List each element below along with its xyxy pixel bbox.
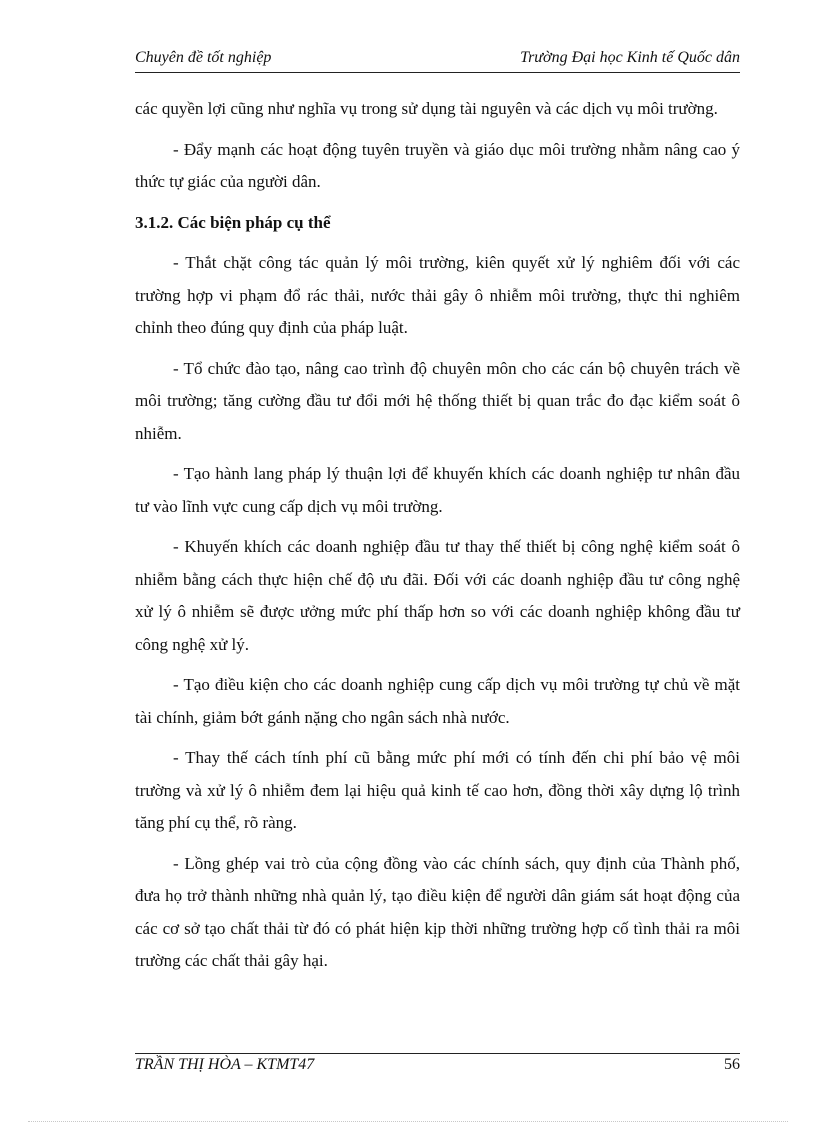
paragraph-continuation: các quyền lợi cũng như nghĩa vụ trong sử dụng tài nguyên và các dịch vụ môi trường.	[135, 99, 718, 118]
page-edge-divider	[28, 1121, 788, 1122]
footer-author: TRẦN THỊ HÒA – KTMT47	[135, 1056, 315, 1073]
header-university: Trường Đại học Kinh tế Quốc dân	[520, 49, 740, 66]
document-body	[135, 93, 740, 986]
page-header	[135, 46, 740, 73]
paragraph-propaganda: - Đẩy mạnh các hoạt động tuyên truyền và giáo dục môi trường nhằm nâng cao ý thức tự giác của người dân.	[135, 139, 740, 191]
section-heading: 3.1.2. Các biện pháp cụ thể	[135, 212, 331, 232]
header-document-type: Chuyên đề tốt nghiệp	[135, 49, 272, 66]
measure-item: - Khuyến khích các doanh nghiệp đầu tư thay thế thiết bị công nghệ kiểm soát ô nhiễm bằng cách thực hiện chế độ ưu đãi. Đối với các doanh nghiệp đầu tư công nghệ xử lý ô nhiễm sẽ được ưởng mức phí thấp hơn so với các doanh nghiệp không đầu tư công nghệ xử lý.	[135, 537, 740, 654]
measure-item: - Thay thế cách tính phí cũ bằng mức phí mới có tính đến chi phí bảo vệ môi trường và xử lý ô nhiễm đem lại hiệu quả kinh tế cao hơn, đồng thời xây dựng lộ trình tăng phí cụ thể, rõ ràng.	[135, 748, 740, 832]
page-footer	[135, 1053, 740, 1078]
measure-item: - Tạo hành lang pháp lý thuận lợi để khuyến khích các doanh nghiệp tư nhân đầu tư vào lĩnh vực cung cấp dịch vụ môi trường.	[135, 464, 740, 516]
measure-item: - Thắt chặt công tác quản lý môi trường, kiên quyết xử lý nghiêm đối với các trường hợp vi phạm đổ rác thải, nước thải gây ô nhiễm môi trường, thực thi nghiêm chỉnh theo đúng quy định của pháp luật.	[135, 253, 740, 337]
measure-item: - Lồng ghép vai trò của cộng đồng vào các chính sách, quy định của Thành phố, đưa họ trở thành những nhà quản lý, tạo điều kiện để người dân giám sát hoạt động của các cơ sở tạo chất thải từ đó có phát hiện kịp thời những trường hợp cố tình thải ra môi trường các chất thải gây hại.	[135, 853, 740, 970]
measure-item: - Tổ chức đào tạo, nâng cao trình độ chuyên môn cho các cán bộ chuyên trách về môi trường; tăng cường đầu tư đổi mới hệ thống thiết bị quan trắc đo đạc kiểm soát ô nhiễm.	[135, 358, 740, 443]
page-number: 56	[724, 1056, 740, 1073]
measure-item: - Tạo điều kiện cho các doanh nghiệp cung cấp dịch vụ môi trường tự chủ về mặt tài chính, giảm bớt gánh nặng cho ngân sách nhà nước.	[135, 675, 740, 727]
